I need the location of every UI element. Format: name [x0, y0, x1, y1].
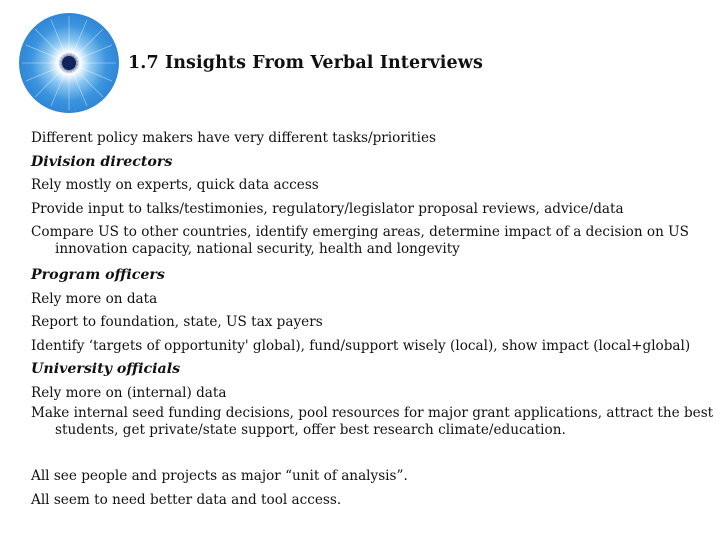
body-line: Make internal seed funding decisions, pool resources for major grant applications, attract the best students, get private/state support, offer best research climate/education.	[31, 405, 714, 438]
body-line: All see people and projects as major “unit of analysis”.	[31, 468, 408, 484]
body-line: Provide input to talks/testimonies, regulatory/legislator proposal reviews, advice/data	[31, 200, 624, 217]
globe-logo-icon	[18, 12, 120, 114]
body-line: Identify ‘targets of opportunity' global), fund/support wisely (local), show impact (local+global)	[31, 337, 691, 354]
body-line: Report to foundation, state, US tax payers	[31, 314, 323, 330]
body-line: Compare US to other countries, identify emerging areas, determine impact of a decision on US innovation capacity, national security, health and longevity	[31, 224, 689, 257]
section-heading: Program officers	[31, 267, 165, 283]
body-line: Rely mostly on experts, quick data access	[31, 177, 319, 193]
body-line: Rely more on data	[31, 290, 158, 307]
body-line: Rely more on (internal) data	[31, 384, 227, 401]
section-heading: Division directors	[31, 153, 173, 170]
body-line: All seem to need better data and tool access.	[31, 491, 342, 508]
slide-title: 1.7 Insights From Verbal Interviews	[128, 53, 483, 73]
section-heading: University officials	[31, 361, 181, 377]
spacer	[31, 445, 715, 465]
body-line: Different policy makers have very different tasks/priorities	[31, 130, 437, 146]
slide-body	[31, 127, 715, 512]
